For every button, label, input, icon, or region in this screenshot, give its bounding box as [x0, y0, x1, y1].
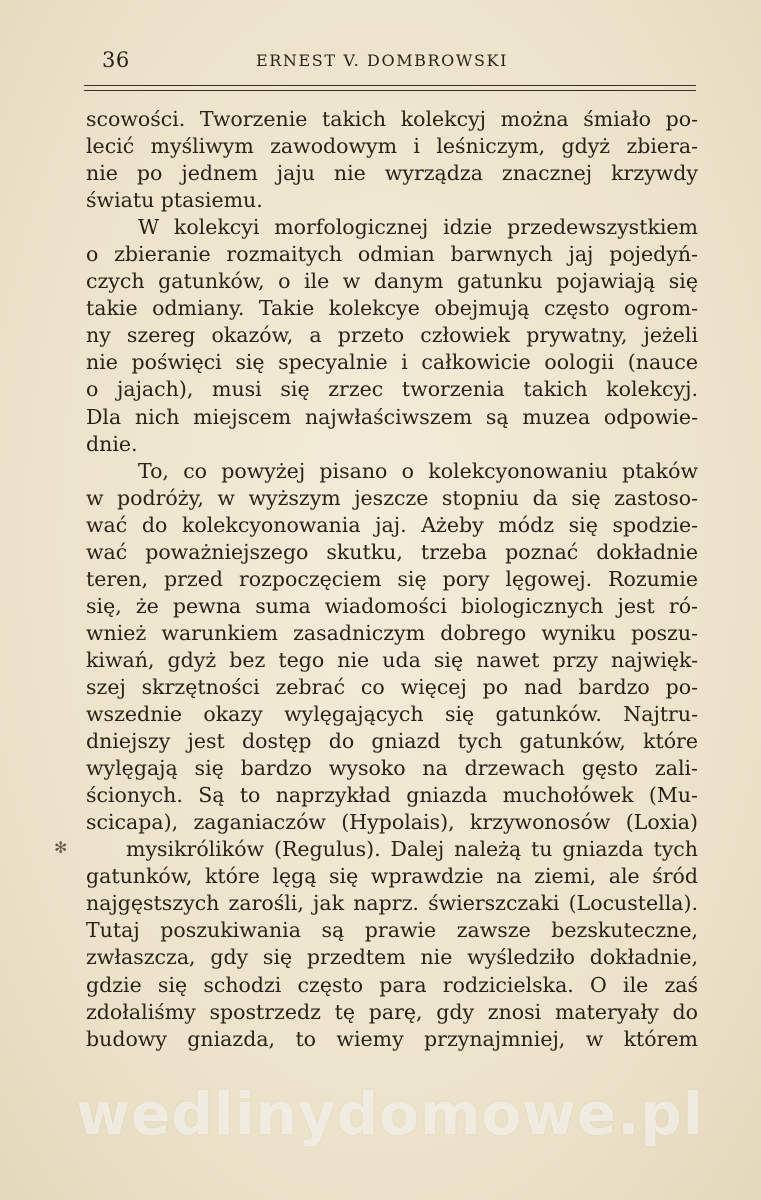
text-line: takie odmiany. Takie kolekcye obejmują często ogrom- [86, 296, 698, 321]
text-line: Dla nich miejscem najwłaściwszem są muzea odpowie- [86, 404, 698, 429]
text-line: wylęgają się bardzo wysoko na drzewach gęsto zali- [86, 756, 698, 781]
text-line: światu ptasiemu. [86, 188, 263, 213]
text-line: kiwań, gdyż bez tego nie uda się nawet przy najwięk- [86, 647, 698, 672]
text-line: o zbieranie rozmaitych odmian barwnych jaj pojedyń- [86, 242, 698, 267]
text-line: nie po jednem jaju nie wyrządza znacznej krzywdy [86, 161, 698, 186]
running-title: ERNEST V. DOMBROWSKI [256, 51, 508, 70]
text-line: o jajach), musi się zrzec tworzenia takich kolekcyj. [86, 377, 698, 402]
margin-asterisk-mark: ✻ [54, 838, 68, 857]
body-text [86, 106, 698, 1053]
running-head [84, 48, 694, 74]
text-line: w podróży, w wyższym jeszcze stopniu da się zastoso- [86, 485, 698, 510]
text-line: szej skrzętności zebrać co więcej po nad bardzo po- [86, 674, 698, 699]
text-line: ny szereg okazów, a przeto człowiek prywatny, jeżeli [86, 323, 698, 348]
text-line: mysikrólików (Regulus). Dalej należą tu gniazda tych [126, 837, 698, 862]
text-line: ścionych. Są to naprzykład gniazda muchołówek (Mu- [86, 783, 698, 808]
text-line: lecić myśliwym zawodowym i leśniczym, gdyż zbiera- [86, 134, 698, 159]
text-line: teren, przed rozpoczęciem się pory lęgowej. Rozumie [86, 566, 698, 591]
text-line: się, że pewna suma wiadomości biologicznych jest ró- [86, 593, 698, 618]
text-line: Tutaj poszukiwania są prawie zawsze bezskuteczne, [86, 918, 698, 943]
text-line: czych gatunków, o ile w danym gatunku pojawiają się [86, 269, 698, 294]
text-line: nie poświęci się specyalnie i całkowicie oologii (nauce [86, 350, 698, 375]
page-number: 36 [102, 48, 130, 72]
text-line: budowy gniazda, to wiemy przynajmniej, w którem [86, 1026, 698, 1051]
text-line: dnie. [86, 431, 138, 456]
text-line: wać do kolekcyonowania jaj. Ażeby módz się spodzie- [86, 512, 698, 537]
text-line: wać poważniejszego skutku, trzeba poznać dokładnie [86, 539, 698, 564]
watermark: wedlinydomowe.pl [76, 1080, 704, 1148]
header-double-rule [84, 85, 696, 91]
text-line: scowości. Tworzenie takich kolekcyj można śmiało po- [86, 107, 698, 131]
text-line: W kolekcyi morfologicznej idzie przedewszystkiem [138, 215, 698, 240]
text-line: zwłaszcza, gdy się przedtem nie wyśledziło dokładnie, [86, 945, 698, 970]
text-line: wszednie okazy wylęgających się gatunków. Najtru- [86, 702, 698, 727]
text-line: zdołaliśmy spostrzedz tę parę, gdy znosi materyały do [86, 999, 698, 1024]
text-line: dniejszy jest dostęp do gniazd tych gatunków, które [86, 729, 698, 754]
text-line: wnież warunkiem zasadniczym dobrego wyniku poszu- [86, 620, 698, 645]
text-line: gatunków, które lęgą się wprawdzie na ziemi, ale śród [86, 864, 698, 889]
text-line: gdzie się schodzi często para rodzicielska. O ile zaś [86, 972, 698, 997]
text-line: najgęstszych zarośli, jak naprz. świerszczaki (Locustella). [86, 891, 698, 916]
text-line: scicapa), zaganiaczów (Hypolais), krzywonosów (Loxia) [86, 810, 698, 835]
text-line: To, co powyżej pisano o kolekcyonowaniu ptaków [138, 458, 698, 483]
